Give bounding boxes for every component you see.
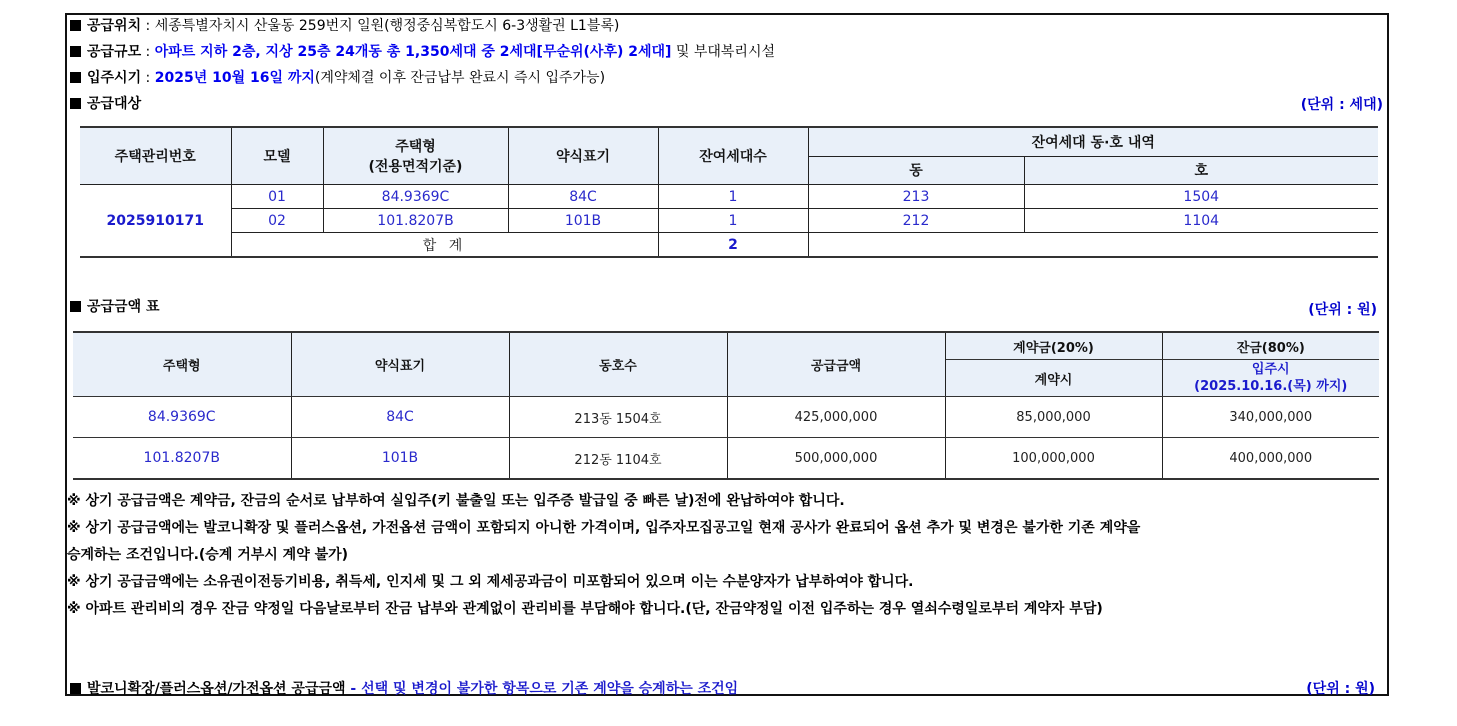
- supply-target-table: [80, 126, 1378, 258]
- col-remaining: 잔여세대수: [658, 127, 808, 185]
- option-subtitle: - 선택 및 변경이 불가한 항목으로 기존 계약을 승계하는 조건임: [350, 681, 739, 697]
- note-4: ※ 아파트 관리비의 경우 잔금 약정일 다음날로부터 잔금 납부와 관계없이 관리비를 부담해야 합니다.(단, 잔금약정일 이전 입주하는 경우 열쇠수령일로부터 계약자 부담): [67, 601, 1103, 617]
- section-title: 공급금액 표: [87, 299, 160, 315]
- col-mgmt-no: 주택관리번호: [80, 127, 231, 185]
- square-bullet-icon: [70, 20, 81, 31]
- movein-label: 입주시기: [87, 70, 142, 86]
- table-row: [73, 438, 1379, 480]
- option-title: 발코니확장/플러스옵션/가전옵션 공급금액: [87, 681, 346, 697]
- square-bullet-icon: [70, 72, 81, 83]
- count-cell: 1: [658, 185, 808, 209]
- dong-cell: 212: [808, 209, 1024, 233]
- separator: :: [141, 44, 155, 60]
- deposit-cell: 85,000,000: [945, 397, 1162, 438]
- dong-cell: 213: [808, 185, 1024, 209]
- price-table-unit: (단위 : 원): [1308, 302, 1377, 318]
- note-2-cont: 승계하는 조건입니다.(승계 거부시 계약 불가): [67, 547, 349, 563]
- col-type-label: 주택형: [395, 139, 436, 155]
- movein-date: 2025년 10월 16일 까지: [154, 70, 315, 86]
- table-row: [80, 209, 1378, 233]
- col-abbr: 약식표기: [291, 332, 509, 397]
- total-row: [80, 233, 1378, 258]
- type-cell: 84.9369C: [73, 397, 291, 438]
- col-ho: 호: [1024, 156, 1378, 185]
- separator: :: [141, 70, 155, 86]
- movein-line: [70, 68, 605, 88]
- supply-target-unit: (단위 : 세대): [1300, 97, 1383, 113]
- col-balance: 잔금(80%): [1162, 332, 1379, 360]
- supply-location-value: 세종특별자치시 산울동 259번지 일원(행정중심복합도시 6-3생활권 L1블록): [154, 18, 620, 34]
- supply-target-title: [70, 94, 141, 114]
- supply-location-line: [70, 16, 619, 36]
- model-cell: 02: [231, 209, 323, 233]
- col-price: 공급금액: [727, 332, 945, 397]
- table-row: [80, 185, 1378, 209]
- col-balance-sub: [1162, 360, 1379, 397]
- square-bullet-icon: [70, 683, 81, 694]
- supply-scale-extra: 및 부대복리시설: [675, 44, 776, 60]
- count-cell: 1: [658, 209, 808, 233]
- col-detail: 잔여세대 동·호 내역: [808, 127, 1378, 156]
- option-section-title: [70, 678, 738, 698]
- total-value: 2: [658, 233, 808, 258]
- empty-cell: [808, 233, 1378, 258]
- col-type: [323, 127, 508, 185]
- col-model: 모델: [231, 127, 323, 185]
- col-unit-no: 동호수: [509, 332, 727, 397]
- ho-cell: 1104: [1024, 209, 1378, 233]
- deposit-cell: 100,000,000: [945, 438, 1162, 480]
- square-bullet-icon: [70, 46, 81, 57]
- supply-scale-line: [70, 42, 775, 62]
- col-type-sub: (전용면적기준): [368, 159, 463, 175]
- balance-sub-label: 입주시: [1251, 362, 1290, 377]
- unit-no-cell: 213동 1504호: [509, 397, 727, 438]
- movein-note: (계약체결 이후 잔금납부 완료시 즉시 입주가능): [314, 70, 606, 86]
- price-table: [73, 331, 1379, 480]
- model-cell: 01: [231, 185, 323, 209]
- col-dong: 동: [808, 156, 1024, 185]
- square-bullet-icon: [70, 98, 81, 109]
- price-cell: 425,000,000: [727, 397, 945, 438]
- col-abbr: 약식표기: [508, 127, 658, 185]
- unit-no-cell: 212동 1104호: [509, 438, 727, 480]
- balance-sub-date: (2025.10.16.(목) 까지): [1194, 379, 1348, 394]
- separator: :: [141, 18, 155, 34]
- col-deposit: 계약금(20%): [945, 332, 1162, 360]
- price-table-title: [70, 297, 160, 317]
- type-cell: 84.9369C: [323, 185, 508, 209]
- supply-scale-label: 공급규모: [87, 44, 142, 60]
- supply-scale-value: 아파트 지하 2층, 지상 25층 24개동 총 1,350세대 중 2세대[무순위(사후) 2세대]: [154, 44, 672, 60]
- price-cell: 500,000,000: [727, 438, 945, 480]
- note-1: ※ 상기 공급금액은 계약금, 잔금의 순서로 납부하여 실입주(키 불출일 또는 입주증 발급일 중 빠른 날)전에 완납하여야 합니다.: [67, 493, 845, 509]
- notice-frame: [65, 13, 1389, 696]
- section-title: 공급대상: [87, 96, 142, 112]
- type-cell: 101.8207B: [73, 438, 291, 480]
- abbr-cell: 84C: [291, 397, 509, 438]
- square-bullet-icon: [70, 301, 81, 312]
- balance-cell: 340,000,000: [1162, 397, 1379, 438]
- col-deposit-sub: 계약시: [945, 360, 1162, 397]
- col-type: 주택형: [73, 332, 291, 397]
- note-2: ※ 상기 공급금액에는 발코니확장 및 플러스옵션, 가전옵션 금액이 포함되지 아니한 가격이며, 입주자모집공고일 현재 공사가 완료되어 옵션 추가 및 변경은 불가한 기존 계약을: [67, 520, 1141, 536]
- note-3: ※ 상기 공급금액에는 소유권이전등기비용, 취득세, 인지세 및 그 외 제세공과금이 미포함되어 있으며 이는 수분양자가 납부하여야 합니다.: [67, 574, 914, 590]
- abbr-cell: 101B: [508, 209, 658, 233]
- option-section-unit: (단위 : 원): [1306, 681, 1375, 697]
- abbr-cell: 84C: [508, 185, 658, 209]
- balance-cell: 400,000,000: [1162, 438, 1379, 480]
- supply-location-label: 공급위치: [87, 18, 142, 34]
- ho-cell: 1504: [1024, 185, 1378, 209]
- table-row: [73, 397, 1379, 438]
- total-label: 합 계: [231, 233, 658, 258]
- type-cell: 101.8207B: [323, 209, 508, 233]
- abbr-cell: 101B: [291, 438, 509, 480]
- mgmt-no-cell: 2025910171: [80, 185, 231, 258]
